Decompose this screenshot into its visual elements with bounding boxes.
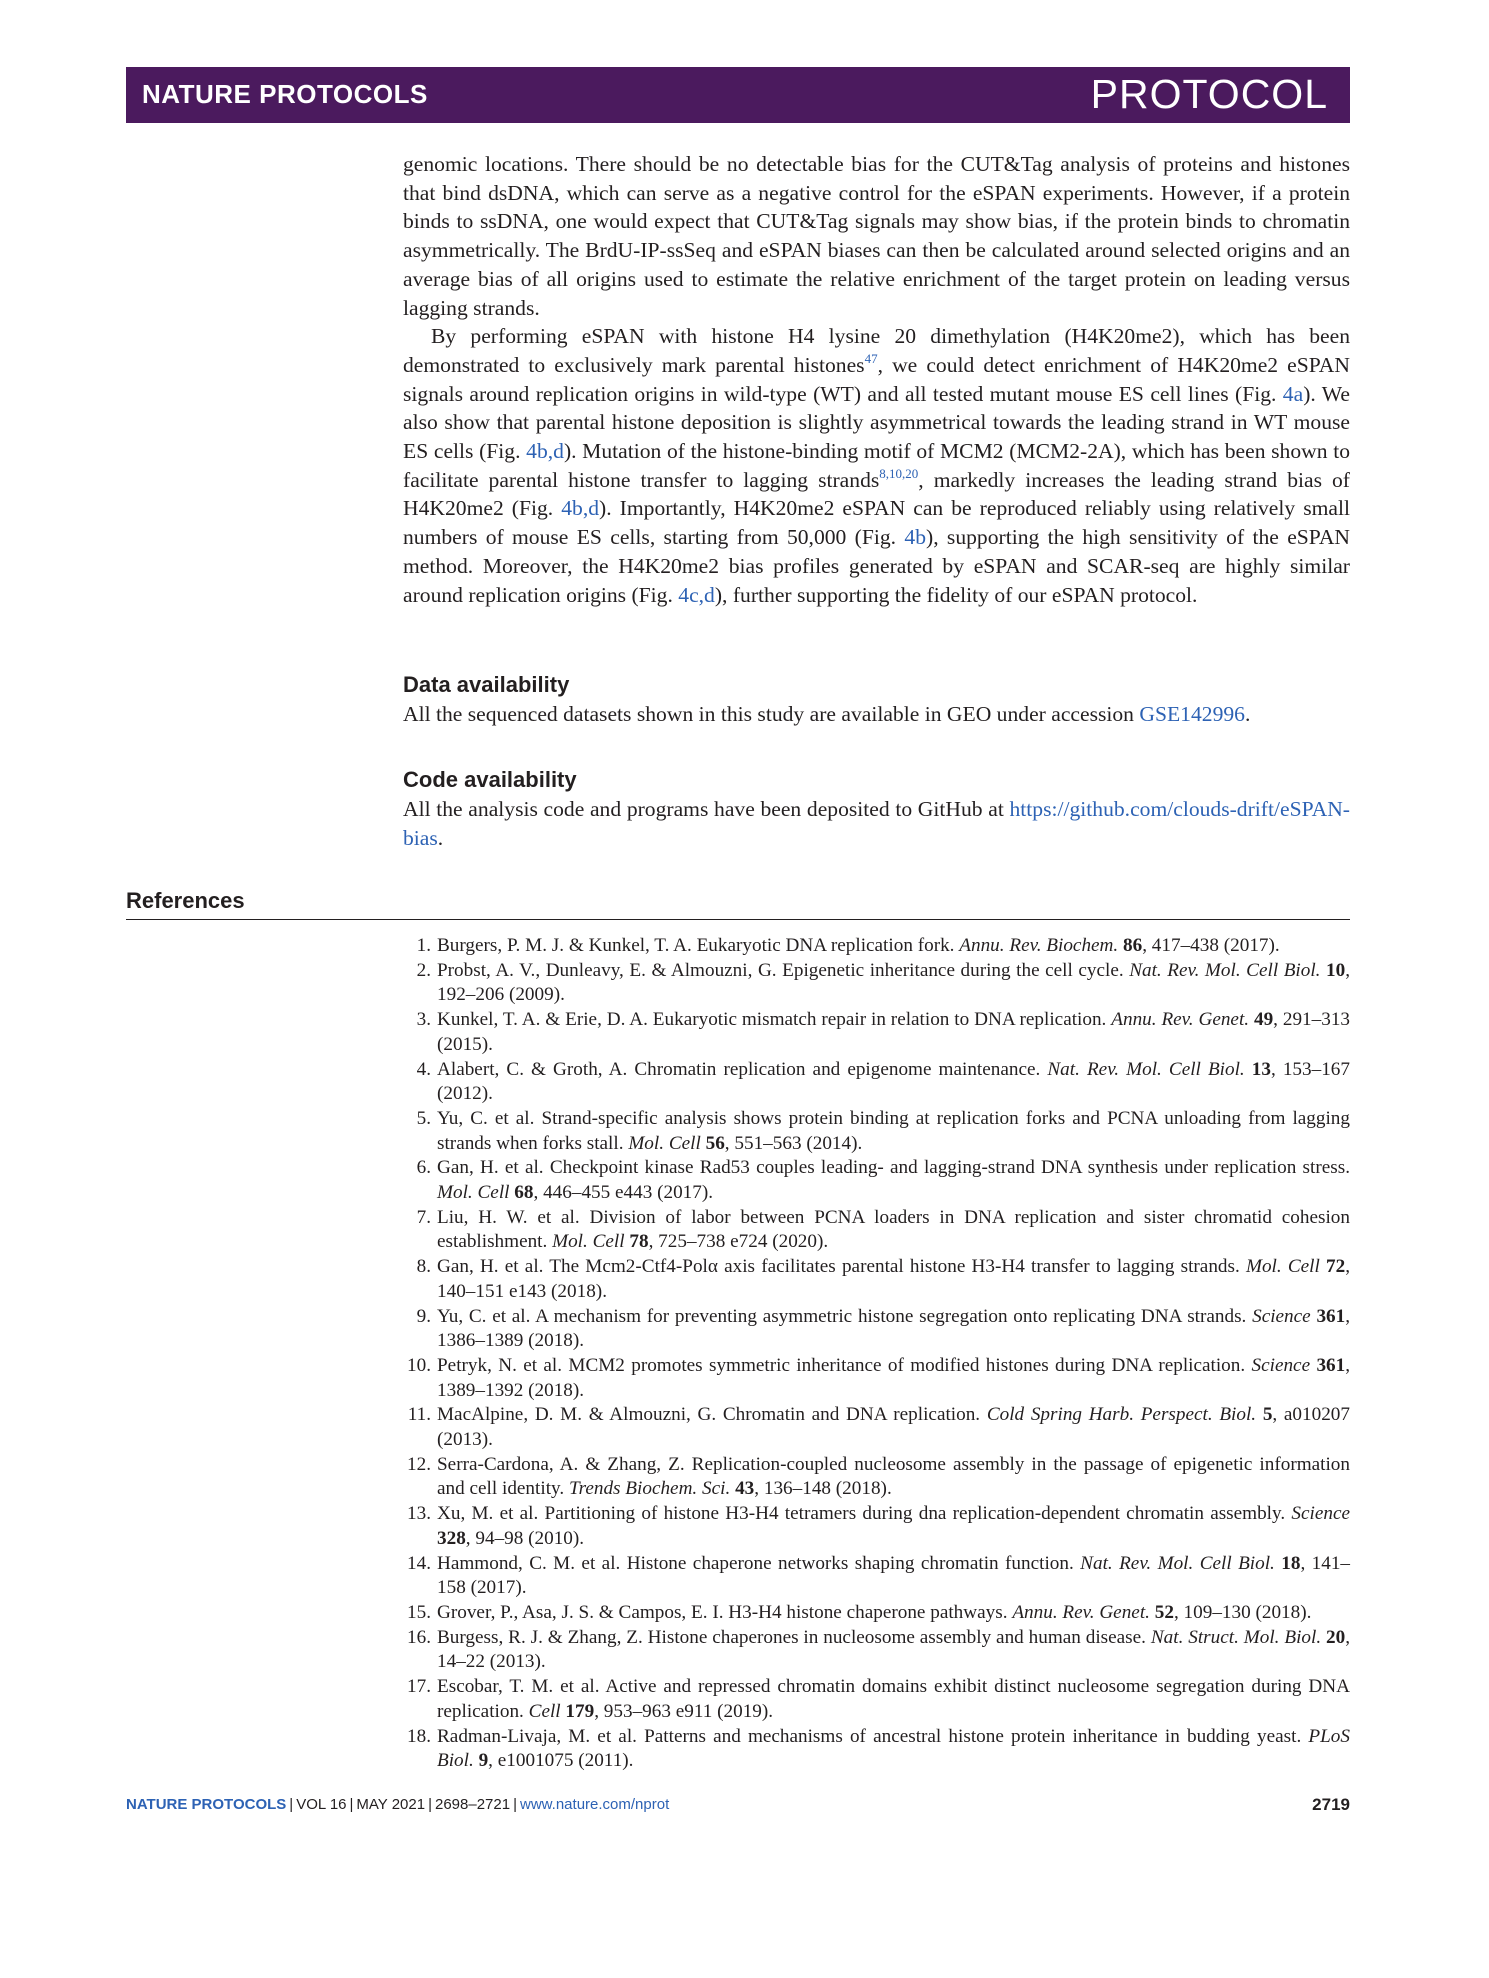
reference-pages: , e1001075 (2011). xyxy=(488,1750,634,1772)
reference-pages: , 551–563 (2014). xyxy=(724,1132,863,1154)
page-number: 2719 xyxy=(1312,1795,1350,1814)
citation-link[interactable]: 8,10,20 xyxy=(879,465,919,481)
reference-journal: Mol. Cell xyxy=(437,1182,510,1204)
reference-text: MacAlpine, D. M. & Almouzni, G. Chromatin and DNA replication. xyxy=(437,1404,987,1426)
reference-item xyxy=(403,1453,1350,1502)
reference-volume: 179 xyxy=(565,1700,595,1722)
reference-number: 13. xyxy=(407,1503,431,1525)
reference-number: 15. xyxy=(407,1601,431,1623)
reference-item xyxy=(403,1008,1350,1057)
reference-number: 8. xyxy=(416,1256,431,1278)
reference-pages: , 725–738 e724 (2020). xyxy=(648,1231,829,1253)
reference-volume: 10 xyxy=(1326,959,1346,981)
reference-item xyxy=(403,1725,1350,1774)
page-header xyxy=(126,67,1350,123)
code-availability-title: Code availability xyxy=(403,767,577,792)
reference-item xyxy=(403,1626,1350,1675)
reference-pages: , 953–963 e911 (2019). xyxy=(594,1700,774,1722)
reference-journal: Mol. Cell xyxy=(552,1231,625,1253)
reference-text: Radman-Livaja, M. et al. Patterns and mechanisms of ancestral histone protein inheritance in budding yeast. xyxy=(437,1725,1309,1747)
figure-link[interactable]: 4c,d xyxy=(678,582,715,607)
journal-name: NATURE PROTOCOLS xyxy=(142,79,428,109)
references-heading: References xyxy=(126,888,245,913)
reference-volume: 68 xyxy=(514,1182,534,1204)
reference-item xyxy=(403,1206,1350,1255)
reference-text: Kunkel, T. A. & Erie, D. A. Eukaryotic mismatch repair in relation to DNA replication. xyxy=(437,1009,1112,1031)
reference-text: Escobar, T. M. et al. Active and repressed chromatin domains exhibit distinct nucleosome segregation during DNA replication. xyxy=(437,1676,1350,1722)
reference-text: Grover, P., Asa, J. S. & Campos, E. I. H3-H4 histone chaperone pathways. xyxy=(437,1601,1013,1623)
reference-pages: , 141–158 (2017). xyxy=(437,1552,1351,1599)
reference-number: 12. xyxy=(407,1453,431,1475)
reference-number: 11. xyxy=(407,1404,431,1426)
reference-number: 18. xyxy=(407,1725,431,1747)
reference-number: 10. xyxy=(407,1354,431,1376)
reference-item xyxy=(403,1156,1350,1205)
reference-item xyxy=(403,1552,1350,1601)
reference-item xyxy=(403,1601,1350,1626)
reference-item xyxy=(403,934,1350,959)
figure-link[interactable]: 4a xyxy=(1282,381,1304,406)
geo-accession-link[interactable]: GSE142996 xyxy=(1139,702,1245,726)
reference-volume: 43 xyxy=(735,1478,755,1500)
reference-number: 3. xyxy=(416,1009,431,1031)
reference-volume: 18 xyxy=(1281,1552,1301,1574)
reference-pages: , 417–438 (2017). xyxy=(1142,935,1280,956)
reference-journal: PLoS Biol. xyxy=(437,1725,1350,1772)
reference-number: 9. xyxy=(416,1305,431,1327)
reference-pages: , 153–167 (2012). xyxy=(437,1058,1350,1105)
reference-volume: 20 xyxy=(1326,1626,1346,1648)
footer-volume: VOL 16 xyxy=(296,1796,347,1813)
reference-item xyxy=(403,1255,1350,1304)
reference-item xyxy=(403,1675,1350,1724)
reference-pages: , 446–455 e443 (2017). xyxy=(533,1182,714,1204)
figure-link[interactable]: 4b,d xyxy=(561,496,600,521)
reference-pages: , 109–130 (2018). xyxy=(1173,1601,1312,1623)
reference-pages: , 136–148 (2018). xyxy=(754,1478,892,1500)
reference-journal: Trends Biochem. Sci. xyxy=(568,1478,731,1500)
data-availability-text: All the sequenced datasets shown in this study are available in GEO under accession GSE142996. xyxy=(403,702,1251,726)
reference-journal: Nat. Rev. Mol. Cell Biol. xyxy=(1047,1058,1245,1080)
reference-text: Yu, C. et al. A mechanism for preventing asymmetric histone segregation onto replicating DNA strands. xyxy=(437,1305,1253,1327)
reference-text: Serra-Cardona, A. & Zhang, Z. Replication-coupled nucleosome assembly in the passage of epigenetic information and cell identity. xyxy=(437,1453,1350,1500)
reference-text: Liu, H. W. et al. Division of labor between PCNA loaders in DNA replication and sister chromatid cohesion establishment. xyxy=(437,1206,1350,1253)
reference-text: Gan, H. et al. The Mcm2-Ctf4-Polα axis facilitates parental histone H3-H4 transfer to lagging strands. xyxy=(437,1256,1246,1278)
reference-number: 17. xyxy=(407,1676,431,1698)
reference-number: 5. xyxy=(416,1107,431,1129)
reference-number: 2. xyxy=(416,959,431,981)
reference-number: 16. xyxy=(407,1626,431,1648)
reference-item xyxy=(403,1354,1350,1403)
paragraph-1: genomic locations. There should be no detectable bias for the CUT&Tag analysis of proteins and histones that bind dsDNA, which can serve as a negative control for the eSPAN experiments. However, if a protein binds to ssDNA, one would expect that CUT&Tag signals may show bias, if the protein binds to chromatin asymmetrically. The BrdU-IP-ssSeq and eSPAN biases can then be calculated around selected origins and an average bias of all origins used to estimate the relative enrichment of the target protein on leading versus lagging strands. xyxy=(403,152,1350,320)
reference-pages: , 291–313 (2015). xyxy=(437,1009,1351,1055)
figure-link[interactable]: 4b xyxy=(904,525,926,550)
article-type: PROTOCOL xyxy=(1090,71,1328,117)
reference-volume: 13 xyxy=(1251,1058,1271,1080)
reference-text: Petryk, N. et al. MCM2 promotes symmetric inheritance of modified histones during DNA replication. xyxy=(437,1354,1252,1376)
reference-item xyxy=(403,1403,1350,1452)
reference-text: Gan, H. et al. Checkpoint kinase Rad53 couples leading- and lagging-strand DNA synthesis under replication stress. xyxy=(437,1157,1350,1179)
footer-url-link[interactable]: www.nature.com/nprot xyxy=(520,1796,670,1813)
code-availability-section xyxy=(403,765,1350,852)
reference-pages: , 1386–1389 (2018). xyxy=(437,1305,1351,1352)
reference-volume: 361 xyxy=(1316,1305,1346,1327)
reference-text: Yu, C. et al. Strand-specific analysis shows protein binding at replication forks and PCNA unloading from lagging strands when forks stall. xyxy=(437,1107,1350,1154)
reference-number: 7. xyxy=(416,1206,431,1228)
reference-journal: Science xyxy=(1251,1354,1311,1376)
reference-list xyxy=(403,934,1350,1774)
reference-number: 6. xyxy=(416,1157,431,1179)
footer-journal: NATURE PROTOCOLS xyxy=(126,1796,287,1813)
reference-number: 1. xyxy=(416,935,431,956)
reference-item xyxy=(403,1305,1350,1354)
reference-volume: 72 xyxy=(1326,1256,1346,1278)
reference-journal: Cold Spring Harb. Perspect. Biol. xyxy=(986,1404,1257,1426)
reference-journal: Mol. Cell xyxy=(1245,1256,1320,1278)
reference-journal: Mol. Cell xyxy=(628,1132,701,1154)
reference-volume: 86 xyxy=(1123,935,1143,956)
reference-item xyxy=(403,959,1350,1008)
footer-pages: 2698–2721 xyxy=(435,1796,511,1813)
reference-pages: , 1389–1392 (2018). xyxy=(437,1354,1351,1401)
reference-volume: 5 xyxy=(1262,1404,1273,1426)
reference-volume: 49 xyxy=(1253,1009,1274,1031)
reference-journal: Annu. Rev. Genet. xyxy=(1111,1009,1250,1031)
data-availability-title: Data availability xyxy=(403,672,570,697)
references-divider xyxy=(126,919,1350,920)
reference-pages: , a010207 (2013). xyxy=(437,1404,1350,1451)
data-availability-section xyxy=(403,670,1350,729)
paragraph-2: By performing eSPAN with histone H4 lysine 20 dimethylation (H4K20me2), which has been demonstrated to exclusively mark parental histones$^{47}$, we could detect enrichment of H4K20me2 eSPAN signals around replication origins in wild-type (WT) and all tested mutant mouse ES cell lines (Fig. 4a). We also show that parental histone deposition is slightly asymmetrical towards the leading strand in WT mouse ES cells (Fig. 4b,d). Mutation of the histone-binding motif of MCM2 (MCM2-2A), which has been shown to facilitate parental histone transfer to lagging strands$^{8,10,20}$, markedly increases the leading strand bias of H4K20me2 (Fig. 4b,d). Importantly, H4K20me2 eSPAN can be reproduced reliably using relatively small numbers of mouse ES cells, starting from 50,000 (Fig. 4b), supporting the high sensitivity of the eSPAN method. Moreover, the H4K20me2 bias profiles generated by eSPAN and SCAR-seq are highly similar around replication origins (Fig. 4c,d), further supporting the fidelity of our eSPAN protocol. xyxy=(403,324,1351,607)
reference-journal: Nat. Rev. Mol. Cell Biol. xyxy=(1080,1552,1275,1574)
reference-item xyxy=(403,1502,1350,1551)
reference-journal: Science xyxy=(1252,1305,1311,1327)
reference-journal: Nat. Rev. Mol. Cell Biol. xyxy=(1129,959,1321,981)
reference-journal: Cell xyxy=(528,1700,561,1722)
page-footer: NATURE PROTOCOLS | VOL 16 | MAY 2021 | 2698–2721 | www.nature.com/nprot 2719 xyxy=(126,1795,1350,1814)
footer-date: MAY 2021 xyxy=(356,1796,426,1813)
reference-item xyxy=(403,1058,1350,1107)
reference-volume: 9 xyxy=(478,1750,489,1772)
reference-volume: 78 xyxy=(629,1231,649,1253)
reference-pages: , 94–98 (2010). xyxy=(465,1527,585,1549)
body-text xyxy=(403,150,1350,609)
reference-number: 4. xyxy=(416,1058,431,1080)
reference-number: 14. xyxy=(407,1552,431,1574)
reference-journal: Nat. Struct. Mol. Biol. xyxy=(1150,1626,1322,1648)
reference-journal: Annu. Rev. Genet. xyxy=(1012,1601,1150,1623)
reference-text: Hammond, C. M. et al. Histone chaperone networks shaping chromatin function. xyxy=(437,1552,1081,1574)
reference-text: Burgers, P. M. J. & Kunkel, T. A. Eukaryotic DNA replication fork. xyxy=(437,935,960,956)
reference-text: Burgess, R. J. & Zhang, Z. Histone chaperones in nucleosome assembly and human disease. xyxy=(437,1626,1151,1648)
reference-text: Xu, M. et al. Partitioning of histone H3-H4 tetramers during dna replication-dependent chromatin assembly. xyxy=(437,1503,1292,1525)
reference-text: Probst, A. V., Dunleavy, E. & Almouzni, G. Epigenetic inheritance during the cell cycle. xyxy=(437,959,1130,981)
citation-link[interactable]: 47 xyxy=(864,350,878,366)
figure-link[interactable]: 4b,d xyxy=(526,439,564,464)
reference-volume: 361 xyxy=(1316,1354,1346,1376)
reference-volume: 56 xyxy=(705,1132,725,1154)
reference-pages: , 140–151 e143 (2018). xyxy=(437,1256,1351,1302)
reference-journal: Science xyxy=(1291,1503,1350,1525)
reference-text: Alabert, C. & Groth, A. Chromatin replication and epigenome maintenance. xyxy=(437,1058,1048,1080)
reference-volume: 328 xyxy=(437,1527,466,1549)
reference-pages: , 14–22 (2013). xyxy=(437,1626,1350,1673)
github-link[interactable]: https://github.com/clouds-drift/eSPAN-bias xyxy=(403,797,1350,850)
reference-journal: Annu. Rev. Biochem. xyxy=(959,935,1119,956)
reference-pages: , 192–206 (2009). xyxy=(437,959,1350,1006)
reference-volume: 52 xyxy=(1154,1601,1174,1623)
reference-item xyxy=(403,1107,1350,1156)
code-availability-text: All the analysis code and programs have been deposited to GitHub at https://github.com/clouds-drift/eSPAN-bias. xyxy=(403,797,1350,850)
